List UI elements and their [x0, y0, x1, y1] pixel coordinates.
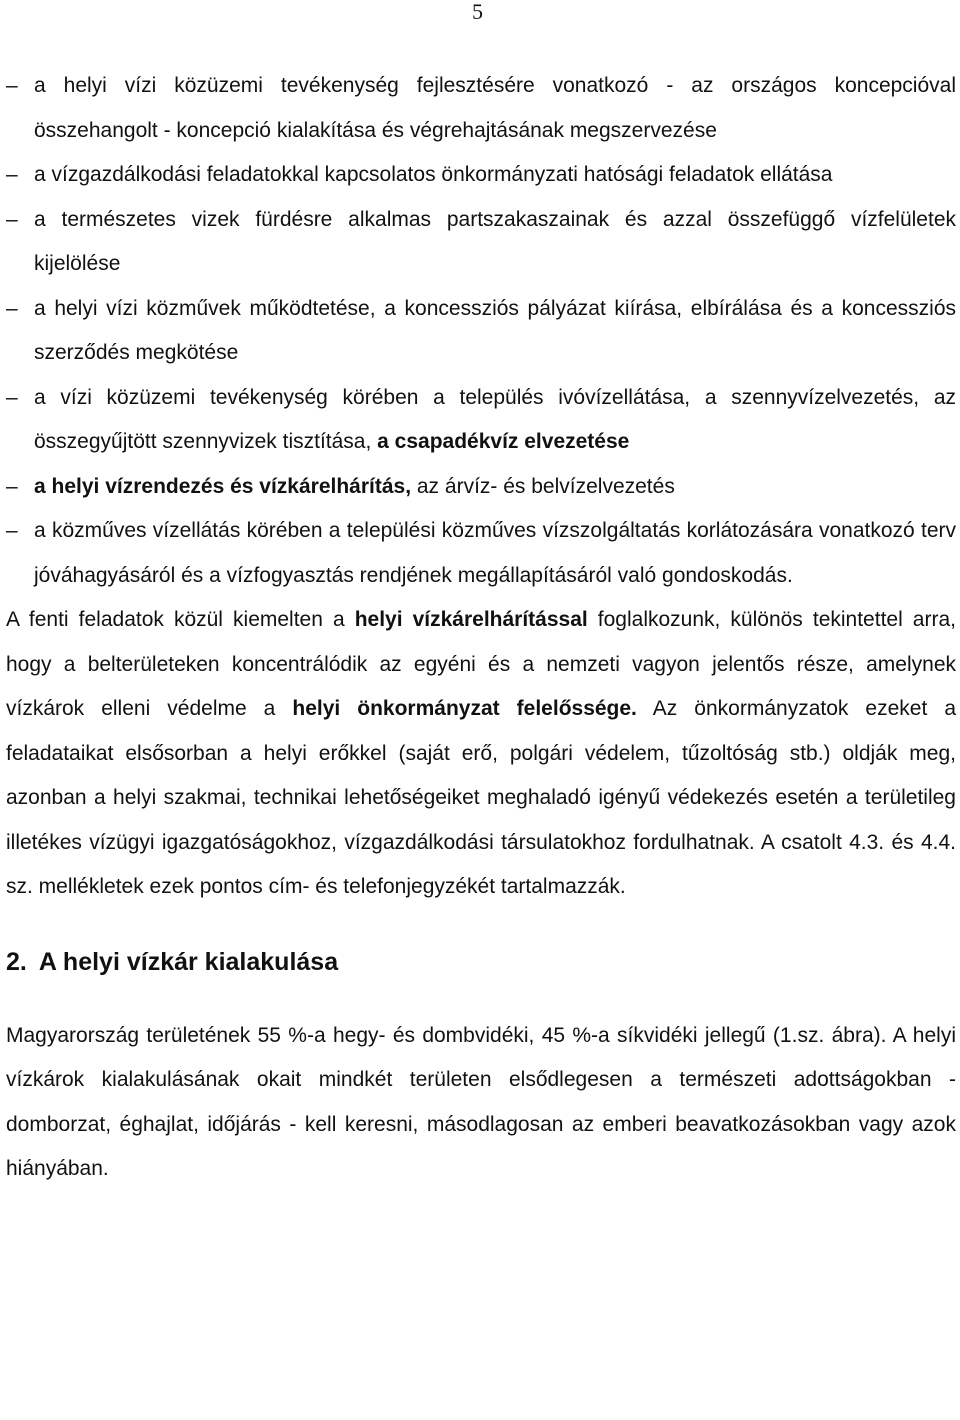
text-run: foglalkozunk, különös tekintettel arra, hogy a belterületeken koncentrálódik az egyéni és a nemzeti vagyon jelentős része, amelynek vízkárok elleni védelme a	[6, 608, 956, 720]
dash-bullet-icon: –	[6, 207, 18, 231]
section-title: A helyi vízkár kialakulása	[38, 947, 339, 976]
bullet-item	[6, 509, 956, 598]
bold-text: helyi vízkárelhárítással	[354, 608, 588, 631]
text-run: Magyarország területének 55 %-a hegy- és dombvidéki, 45 %-a síkvidéki jellegű (1.sz. ábra). A helyi vízkárok kialakulásának okait mindkét területen elsődlegesen a természeti adottságokban - domborzat, éghajlat, időjárás - kell keresni, másodlagosan az emberi beavatkozásokban vagy azok hiányában.	[6, 1023, 956, 1180]
text-run: a vízgazdálkodási feladatokkal kapcsolatos önkormányzati hatósági feladatok ellátása	[34, 163, 833, 186]
paragraph-hungary-terrain	[6, 1014, 956, 1192]
page-number: 5	[472, 0, 483, 24]
bold-text: helyi önkormányzat felelőssége.	[292, 697, 637, 720]
text-run: a vízi közüzemi tevékenység körében a település ivóvízellátása, a szennyvízelvezetés, az összegyűjtött szennyvizek tisztítása,	[34, 385, 956, 453]
text-run: A fenti feladatok közül kiemelten a	[6, 608, 355, 631]
text-run: a közműves vízellátás körében a települési közműves vízszolgáltatás korlátozására vonatkozó terv jóváhagyásáról és a vízfogyasztás rendjének megállapításáról való gondoskodás.	[34, 519, 956, 587]
bullet-item	[6, 153, 956, 198]
task-bullet-list	[6, 64, 956, 598]
section-heading	[6, 940, 956, 984]
bullet-item	[6, 376, 956, 465]
text-run: a helyi vízi közművek működtetése, a koncessziós pályázat kiírása, elbírálása és a koncessziós szerződés megkötése	[34, 296, 956, 364]
text-run: a természetes vizek fürdésre alkalmas partszakaszainak és azzal összefüggő vízfelületek kijelölése	[34, 207, 956, 275]
bullet-item	[6, 287, 956, 376]
text-run: az árvíz- és belvízelvezetés	[411, 474, 675, 498]
bold-text: a csapadékvíz elvezetése	[377, 430, 630, 453]
dash-bullet-icon: –	[6, 474, 18, 498]
bullet-item	[6, 64, 956, 153]
paragraph-local-flood-protection	[6, 598, 956, 910]
text-run: a helyi vízi közüzemi tevékenység fejlesztésére vonatkozó - az országos koncepcióval összehangolt - koncepció kialakítása és végrehajtásának megszervezése	[34, 74, 956, 142]
dash-bullet-icon: –	[6, 296, 18, 320]
text-run: Az önkormányzatok ezeket a feladataikat elsősorban a helyi erőkkel (saját erő, polgári védelem, tűzoltóság stb.) oldják meg, azonban a helyi szakmai, technikai lehetőségeiket meghaladó igényű védekezés esetén a területileg illetékes vízügyi igazgatóságokhoz, vízgazdálkodási társulatokhoz fordulhatnak. A csatolt 4.3. és 4.4. sz. mellékletek ezek pontos cím- és telefonjegyzékét tartalmazzák.	[6, 697, 956, 898]
dash-bullet-icon: –	[6, 519, 18, 542]
bold-text: a helyi vízrendezés és vízkárelhárítás,	[34, 474, 412, 498]
section-number: 2.	[6, 947, 27, 976]
bullet-item	[6, 465, 956, 510]
dash-bullet-icon: –	[6, 74, 18, 97]
dash-bullet-icon: –	[6, 163, 18, 186]
document-body	[6, 64, 956, 1192]
dash-bullet-icon: –	[6, 385, 18, 409]
bullet-item	[6, 198, 956, 287]
